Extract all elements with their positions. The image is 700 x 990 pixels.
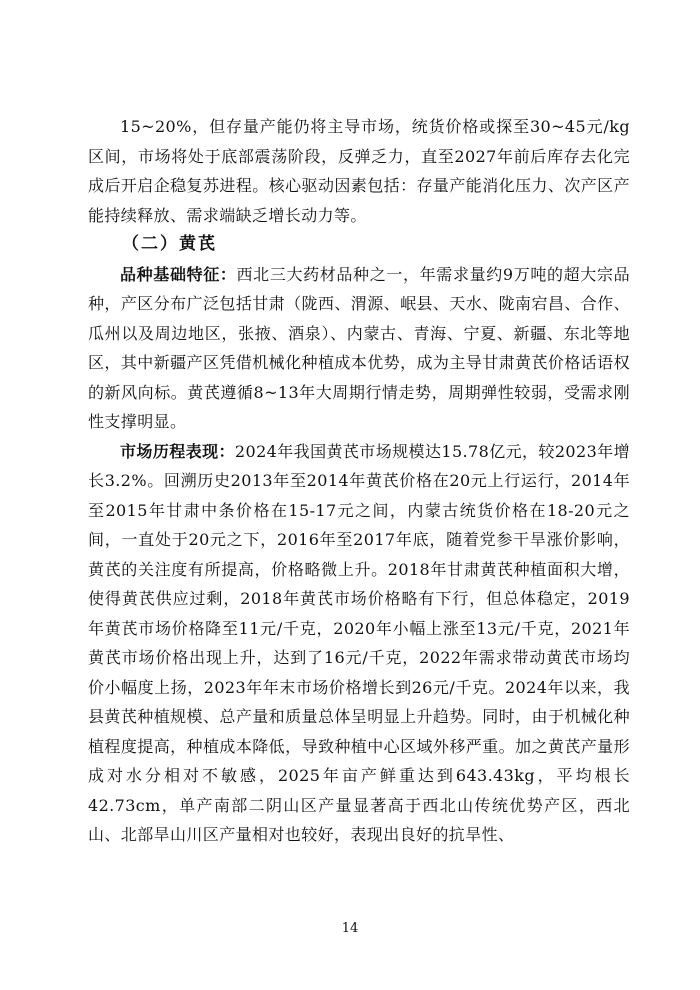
paragraph-text-market-history: 2024年我国黄芪市场规模达15.78亿元，较2023年增长3.2%。回溯历史2013年至2014年黄芪价格在20元上行运行，2014年至2015年甘肃中条价格在15-17元之间，内蒙古统货价格在18-20元之间，一直处于20元之下，2016年至2017年底，随着党参干旱涨价影响，黄芪的关注度有所提高，价格略微上升。2018年甘肃黄芪种植面积大增，使得黄芪供应过剩，2018年黄芪市场价格略有下行，但总体稳定，2019年黄芪市场价格降至11元/千克，2020年小幅上涨至13元/千克，2021年黄芪市场价格出现上升，达到了16元/千克，2022年需求带动黄芪市场均价小幅度上扬，2023年年末市场价格增长到26元/千克。2024年以来，我县黄芪种植规模、总产量和质量总体呈明显上升趋势。同时，由于机械化种植程度提高，种植成本降低，导致种植中心区域外移严重。加之黄芪产量形成对水分相对不敏感，2025年亩产鲜重达到643.43kg，平均根长42.73cm，单产南部二阴山区产量显著高于西北山传统优势产区，西北山、北部旱山川区产量相对也较好，表现出良好的抗旱性、 <box>88 441 630 844</box>
section-heading-huangqi: （二）黄芪 <box>122 234 217 254</box>
paragraph-market-outlook: 15~20%，但存量产能仍将主导市场，统货价格或探至30~45元/kg区间，市场将处于底部震荡阶段，反弹乏力，直至2027年前后库存去化完成后开启企稳复苏进程。核心驱动因素包括：存量产能消化压力、次产区产能持续释放、需求端缺乏增长动力等。 <box>88 117 630 225</box>
paragraph-lead-variety-features: 品种基础特征： <box>120 264 237 284</box>
paragraph-text-variety-features: 西北三大药材品种之一，年需求量约9万吨的超大宗品种，产区分布广泛包括甘肃（陇西、渭源、岷县、天水、陇南宕昌、合作、瓜州以及周边地区，张掖、酒泉）、内蒙古、青海、宁夏、新疆、东北等地区，其中新疆产区凭借机械化种植成本优势，成为主导甘肃黄芪价格话语权的新风向标。黄芪遵循8~13年大周期行情走势，周期弹性较弱，受需求刚性支撑明显。 <box>88 264 630 431</box>
paragraph-variety-features <box>88 260 630 437</box>
page-number: 14 <box>341 921 359 936</box>
paragraph-lead-market-history: 市场历程表现： <box>120 441 235 461</box>
document-body <box>88 112 630 850</box>
paragraph-market-history <box>88 437 630 850</box>
